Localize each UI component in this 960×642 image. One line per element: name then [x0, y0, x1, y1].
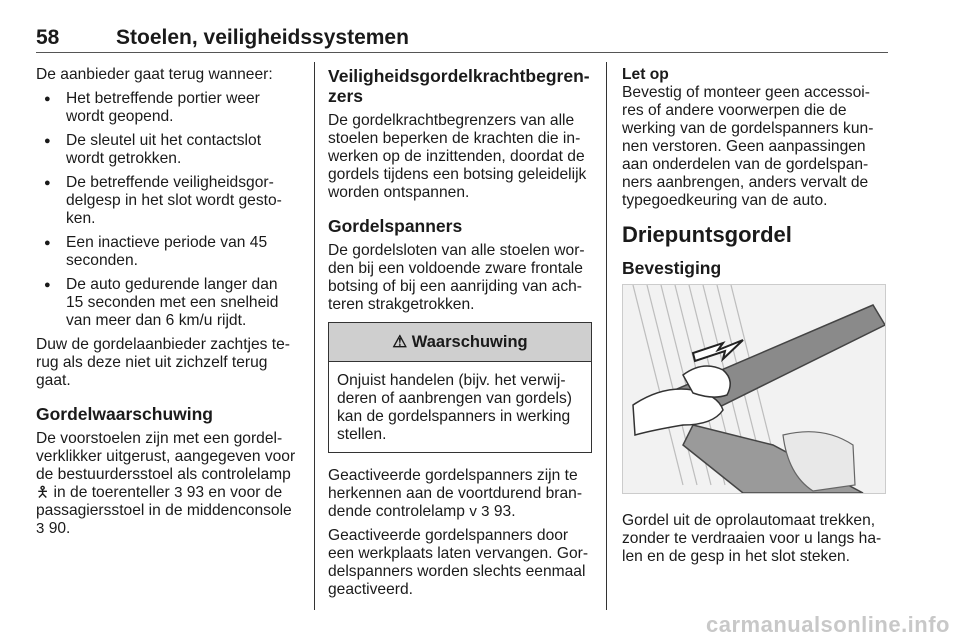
warning-header — [329, 323, 591, 362]
paragraph: Geactiveerde gordelspanners door een werkplaats laten vervangen. Gor-delspanners worden slechts eenmaal geactiveerd. — [328, 527, 589, 598]
column-divider — [606, 62, 607, 610]
watermark: carmanualsonline.info — [706, 612, 950, 637]
section-title: Driepuntsgordel — [622, 222, 792, 247]
warning-title: Waarschuwing — [411, 333, 528, 351]
warning-triangle-icon: ⚠ — [392, 333, 408, 351]
column-divider — [314, 62, 315, 610]
list-item: ● De auto gedurende langer dan 15 seconden met een snelheid van meer dan 6 km/u rijdt. — [36, 276, 298, 330]
bullet-list — [36, 90, 298, 330]
page-title: Stoelen, veiligheidssystemen — [116, 26, 409, 49]
section-heading: Bevestiging — [622, 258, 722, 278]
figure-caption: Gordel uit de oprolautomaat trekken, zonder te verdraaien voor u langs ha-len en de gesp in het slot steken. — [622, 512, 882, 565]
paragraph: Geactiveerde gordelspanners zijn te herkennen aan de voortdurend bran-dende controlelamp v 3 93. — [328, 467, 583, 520]
seatbelt-illustration-icon — [623, 285, 885, 493]
list-item: ● Het betreffende portier weer wordt geopend. — [36, 90, 298, 126]
section-heading: Gordelwaarschuwing — [36, 404, 213, 424]
column-right — [622, 66, 888, 572]
column-left — [36, 66, 298, 544]
paragraph: De voorstoelen zijn met een gordel-verklikker uitgerust, aangegeven voor de bestuurdersstoel als controlelamp 🯅 in de toerenteller 3 93 en voor de passagiersstoel in de middenconsole 3 90. — [36, 430, 296, 537]
list-item: ● De sleutel uit het contactslot wordt getrokken. — [36, 132, 298, 168]
warning-text: Onjuist handelen (bijv. het verwij-deren of aanbrengen van gordels) kan de gordelspanners in werking stellen. — [337, 372, 572, 443]
paragraph: Duw de gordelaanbieder zachtjes te-rug als deze niet uit zichzelf terug gaat. — [36, 336, 290, 389]
paragraph: De gordelkrachtbegrenzers van alle stoelen beperken de krachten die in-werken op de inzittenden, doordat de gordels tijdens een botsing geleidelijk worden ontspannen. — [328, 112, 587, 201]
page-header — [36, 26, 888, 53]
note-label: Let op — [622, 66, 669, 83]
reference-arrow-icon: 3 — [36, 520, 45, 537]
intro-text: De aanbieder gaat terug wanneer: — [36, 66, 273, 83]
section-heading: Gordelspanners — [328, 216, 463, 236]
note-block — [622, 66, 888, 210]
column-middle — [328, 66, 592, 605]
pretensioner-warning-icon: v — [469, 503, 477, 520]
list-item: ● Een inactieve periode van 45 seconden. — [36, 234, 298, 270]
section-heading: Veiligheidsgordelkrachtbegren-zers — [328, 66, 590, 106]
seatbelt-warning-icon: 🯅 — [36, 484, 50, 501]
page-number: 58 — [36, 26, 60, 49]
note-text: Bevestig of monteer geen accessoi-res of andere voorwerpen die de werking van de gordelspanners kun-nen verstoren. Geen aanpassingen aan onderdelen van de gordelspan-ners aanbrengen, anders vervalt de typegoedkeuring van de auto. — [622, 84, 874, 209]
paragraph: De gordelsloten van alle stoelen wor-den bij een voldoende zware frontale botsing of bij een aanrijding van ach-teren strakgetrokken. — [328, 242, 585, 313]
list-item: ● De betreffende veiligheidsgor-delgesp in het slot wordt gesto-ken. — [36, 174, 298, 228]
reference-arrow-icon: 3 — [174, 484, 183, 501]
seatbelt-fastening-illustration — [622, 284, 886, 494]
warning-box — [328, 322, 592, 453]
reference-arrow-icon: 3 — [481, 503, 490, 520]
